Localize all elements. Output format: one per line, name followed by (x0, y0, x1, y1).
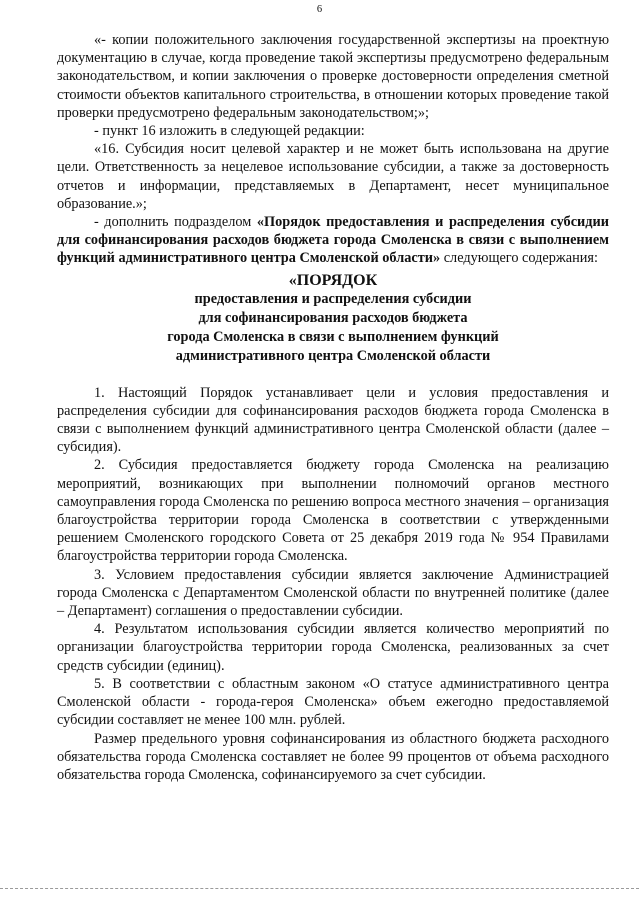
order-paragraph-4: 4. Результатом использования субсидии является количество мероприятий по организации благоустройства территории города Смоленска, реализованных за счет средств субсидии (единиц). (57, 621, 609, 674)
order-paragraph-5: 5. В соответствии с областным законом «О статусе административного центра Смоленской области - города-героя Смоленска» объем ежегодно предоставляемой субсидии составляет не менее 100 млн. рублей. (57, 675, 609, 729)
order-title-line3: для софинансирования расходов бюджета (198, 309, 468, 326)
paragraph-item16: «16. Субсидия носит целевой характер и не может быть использована на другие цели. Ответственность за нецелевое использование субсидии, а также за достоверность отчетов и информации, представляемых в Департамент, несет муниципальное образование.»; (57, 141, 609, 212)
scan-edge-line (0, 888, 639, 889)
addition-prefix: - дополнить подразделом (94, 214, 257, 231)
order-paragraph-1: 1. Настоящий Порядок устанавливает цели и условия предоставления и распределения субсидии для софинансирования расходов бюджета города Смоленска в связи с выполнением функций административного центра Смоленской области (далее – субсидия). (57, 384, 609, 456)
paragraph-copies: «- копии положительного заключения государственной экспертизы на проектную документацию в случае, когда проведение такой экспертизы предусмотрено федеральным законодательством, и копии заключения о проверке достоверности определения сметной стоимости объектов капитального строительства, в отношении которых проведение такой проверки предусмотрено федеральным законодательством;»; (57, 32, 609, 121)
order-paragraph-2: 2. Субсидия предоставляется бюджету города Смоленска на реализацию мероприятий, возникающих при выполнении полномочий органов местного самоуправления города Смоленска по решению вопроса местного значения – организация благоустройства территории города Смоленска в соответствии с утвержденными решением Смоленского городского Совета от 25 декабря 2019 года № 954 Правилами благоустройства территории города Смоленска. (57, 457, 609, 565)
paragraph-item16-intro: - пункт 16 изложить в следующей редакции: (94, 123, 365, 140)
order-title-line5: административного центра Смоленской области (175, 347, 491, 364)
page-number: 6 (316, 4, 323, 15)
order-paragraph-limit: Размер предельного уровня софинансирования из областного бюджета расходного обязательства города Смоленска составляет не более 99 процентов от объема расходного обязательства города Смоленска, софинансируемого за счет субсидии. (57, 730, 609, 783)
order-paragraph-3: 3. Условием предоставления субсидии является заключение Администрацией города Смоленска с Департаментом Смоленской области по внутренней политике (далее – Департамент) соглашения о предоставлении субсидии. (57, 566, 609, 620)
order-title (57, 271, 609, 366)
order-title-line1: «ПОРЯДОК (288, 271, 378, 289)
document-body (57, 31, 609, 784)
addition-bold-title: «Порядок предоставления и распределения субсидии для софинансирования расходов бюджета города Смоленска в связи с выполнением функций административного центра Смоленской области» (57, 214, 609, 267)
order-title-line2: предоставления и распределения субсидии (194, 290, 472, 307)
paragraph-addition (57, 213, 609, 268)
order-title-line4: города Смоленска в связи с выполнением функций (167, 328, 499, 345)
addition-suffix: следующего содержания: (440, 250, 598, 267)
spacer (57, 366, 609, 384)
